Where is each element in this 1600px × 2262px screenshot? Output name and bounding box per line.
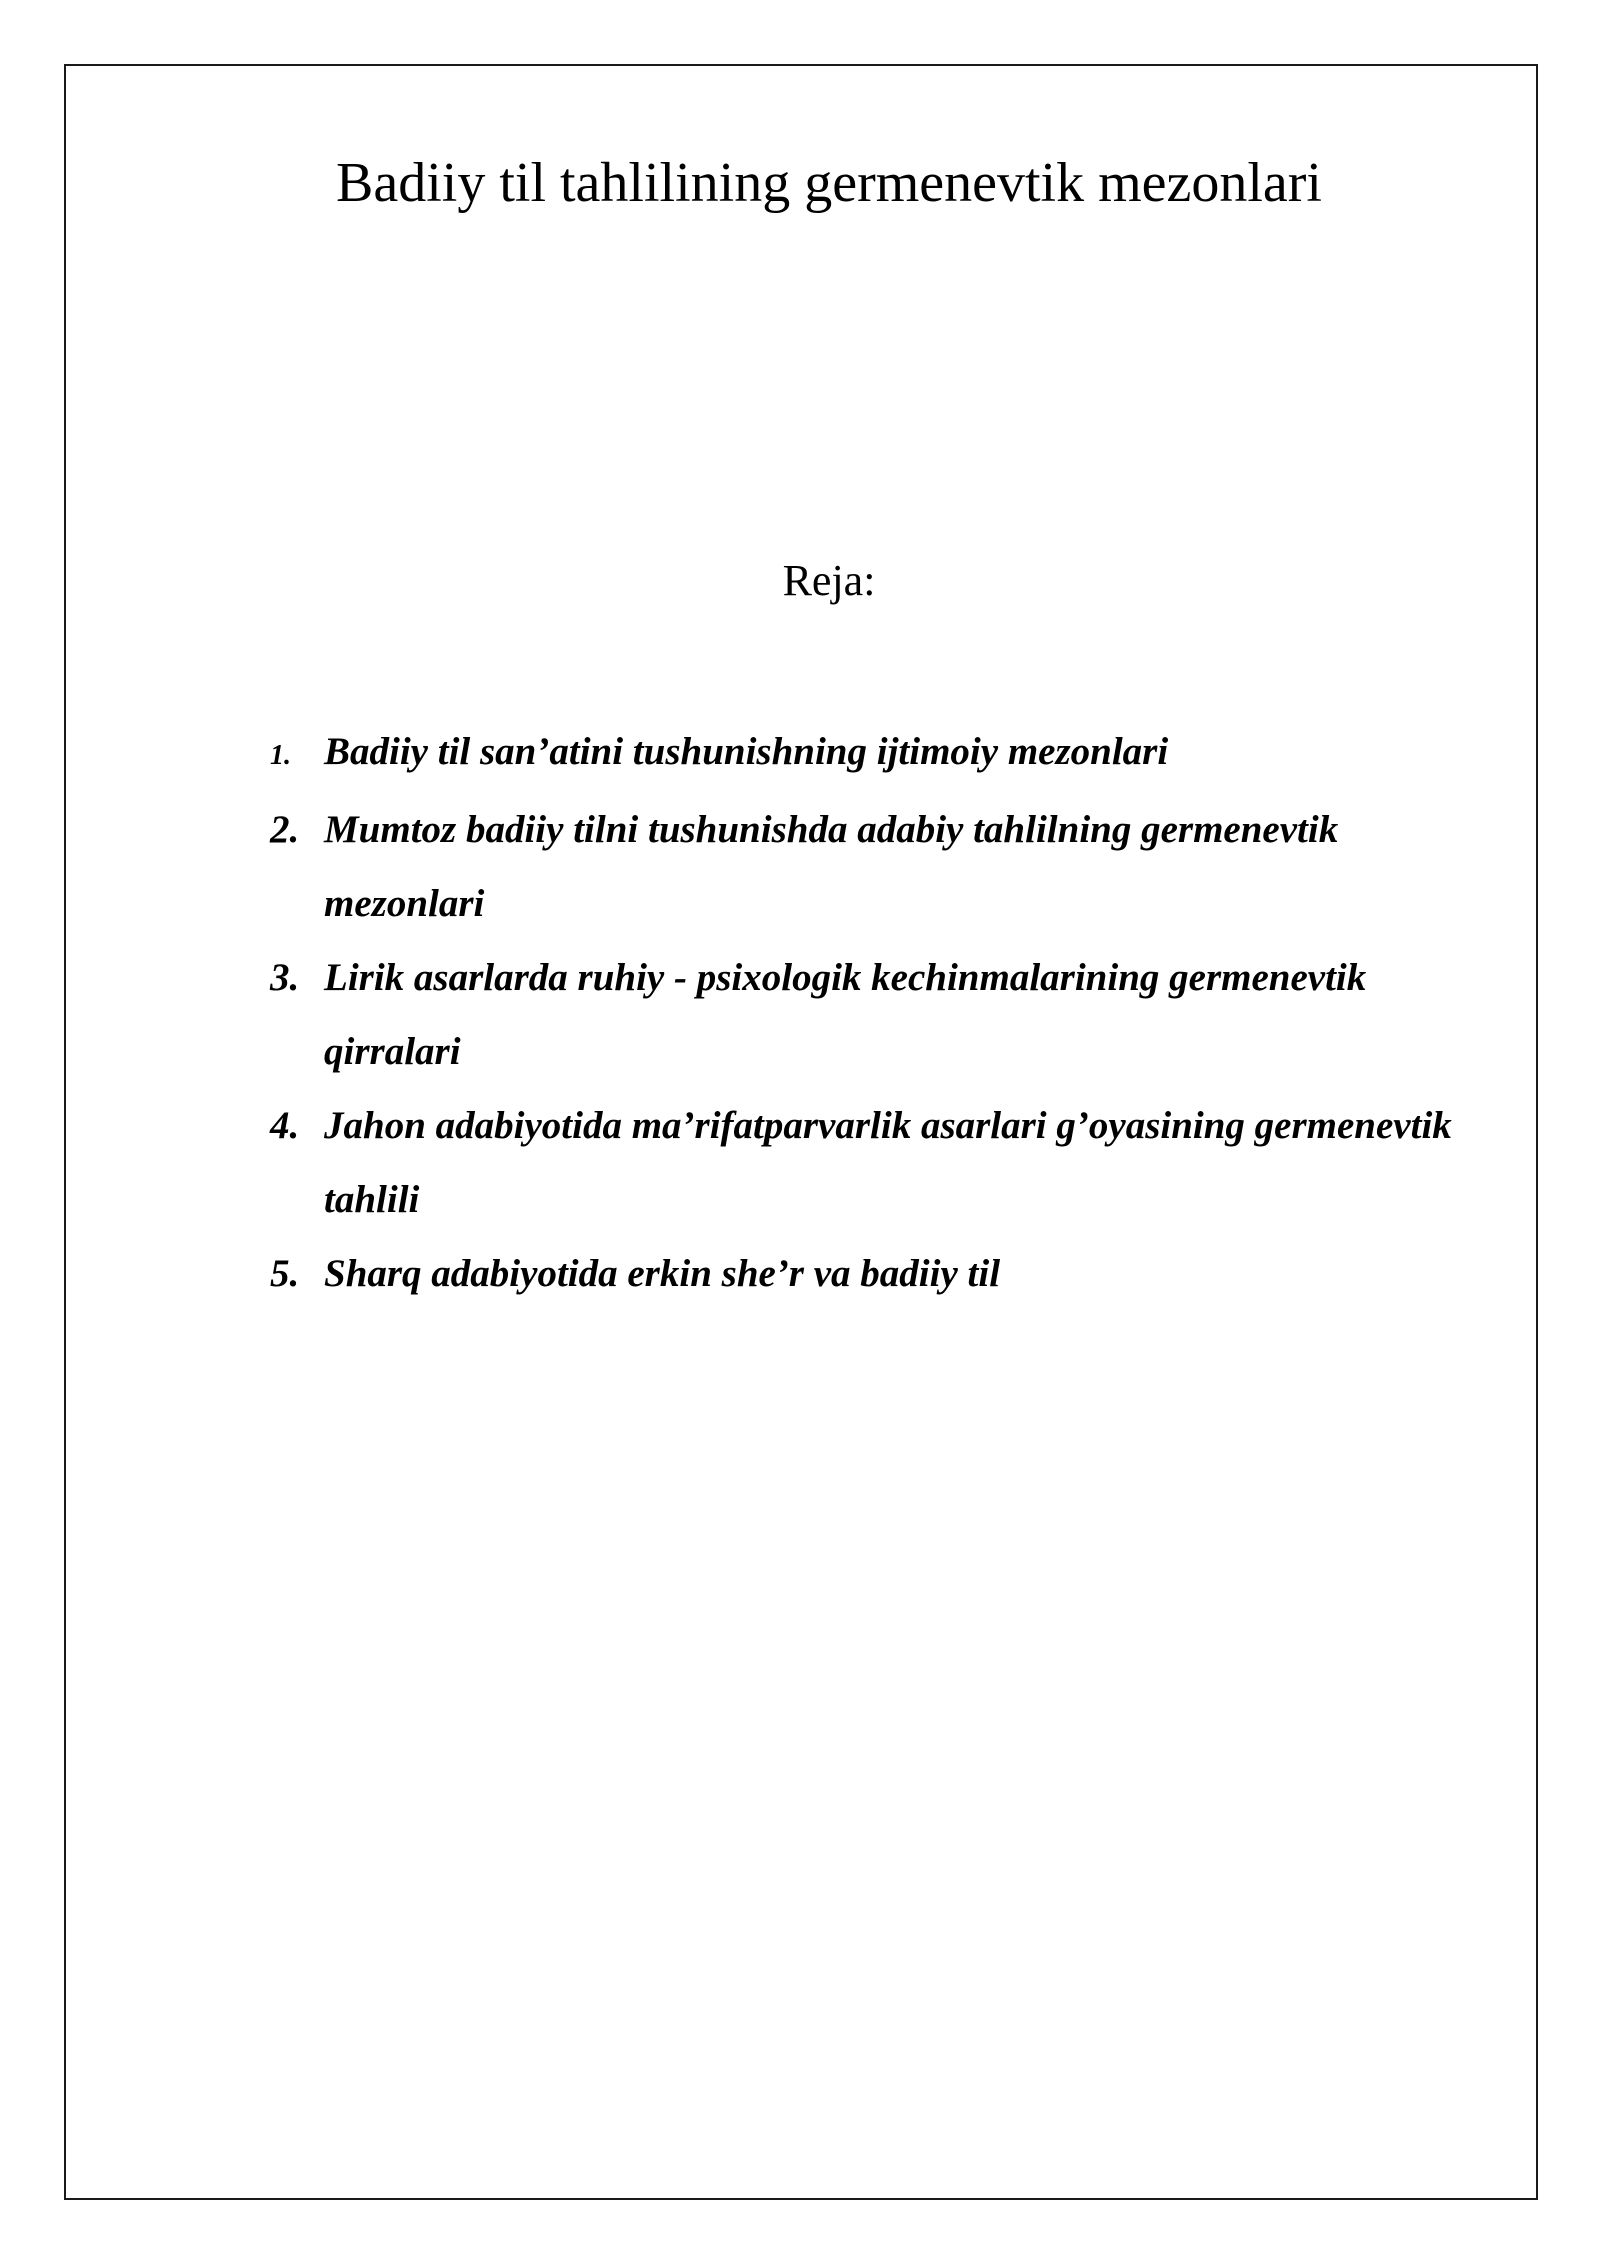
plan-item-text: Badiiy til san’atini tushunishning ijtimoiy mezonlari: [324, 730, 1169, 773]
plan-item-number: 3.: [270, 956, 300, 999]
plan-item-text: Jahon adabiyotida ma’rifatparvarlik asarlari g’oyasining germenevtik tahlili: [324, 1104, 1452, 1221]
plan-item-text: Sharq adabiyotida erkin she’r va badiiy til: [324, 1252, 1001, 1295]
plan-item-number: 1.: [270, 740, 291, 771]
plan-item-text: Lirik asarlarda ruhiy - psixologik kechinmalarining germenevtik qirralari: [324, 956, 1367, 1073]
plan-item-2: [270, 793, 1500, 941]
plan-item-1: [270, 715, 1500, 793]
plan-list: [270, 715, 1500, 1311]
plan-item-5: [270, 1237, 1500, 1311]
plan-item-3: [270, 941, 1500, 1089]
plan-item-number: 5.: [270, 1252, 300, 1295]
plan-item-text: Mumtoz badiiy tilni tushunishda adabiy tahlilning germenevtik mezonlari: [324, 808, 1339, 925]
plan-item-4: [270, 1089, 1500, 1237]
plan-item-number: 2.: [270, 808, 300, 851]
document-title: Badiiy til tahlilining germenevtik mezonlari: [336, 152, 1322, 214]
plan-item-number: 4.: [270, 1104, 300, 1147]
plan-heading: Reja:: [782, 556, 876, 605]
